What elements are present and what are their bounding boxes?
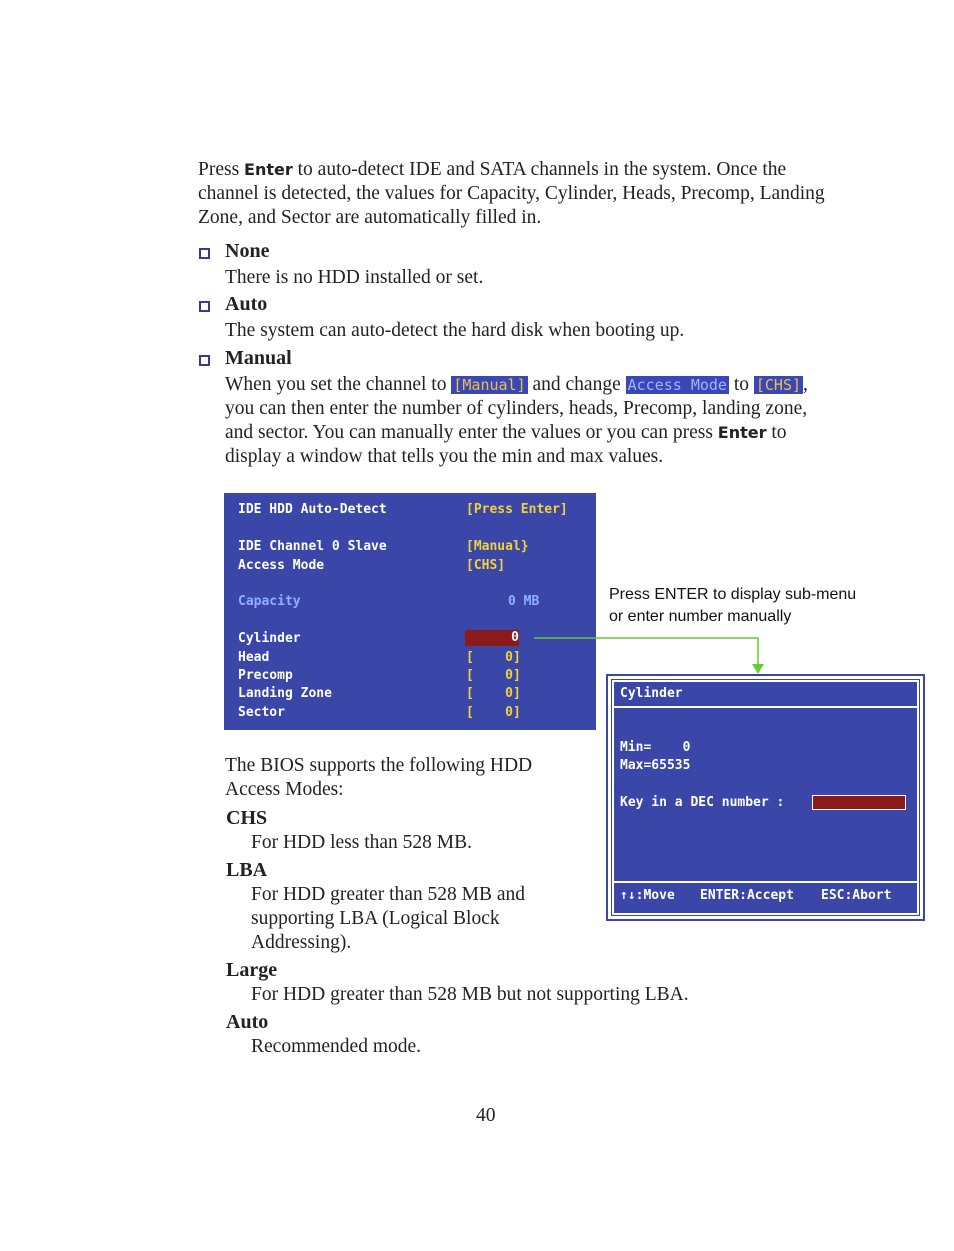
manual-line-3: and sector. You can manually enter the values or you can press Enter to	[225, 422, 787, 443]
popup-title-divider	[614, 706, 917, 708]
bios-press-enter[interactable]: [Press Enter]	[466, 502, 568, 517]
bios-sector-value[interactable]: [ 0]	[466, 705, 521, 720]
page-number: 40	[476, 1105, 496, 1126]
option-manual-title: Manual	[225, 347, 292, 369]
bios-capacity-value: 0 MB	[508, 594, 540, 609]
mode-large-title: Large	[226, 959, 278, 981]
popup-max: Max=65535	[620, 758, 691, 773]
checkbox-bullet-icon	[199, 246, 210, 264]
mode-lba-title: LBA	[226, 859, 268, 881]
popup-footer-accept: ENTER:Accept	[700, 888, 794, 903]
connector-arrow-icon	[530, 630, 770, 678]
mode-auto-desc: Recommended mode.	[251, 1036, 422, 1057]
callout-text: Press ENTER to display sub-menu or enter number manually	[609, 586, 857, 625]
bios-access-label: Access Mode	[238, 558, 325, 573]
popup-title: Cylinder	[620, 686, 683, 701]
bios-landing-zone-label: Landing Zone	[238, 686, 332, 701]
option-manual-desc	[225, 373, 875, 469]
bios-cylinder-field[interactable]: 0	[465, 630, 519, 646]
popup-footer-divider	[614, 881, 917, 883]
popup-footer-abort: ESC:Abort	[821, 888, 892, 903]
option-auto-desc: The system can auto-detect the hard disk when booting up.	[225, 320, 685, 341]
mode-chs-desc: For HDD less than 528 MB.	[251, 832, 473, 853]
option-none-title: None	[225, 240, 270, 262]
bios-capacity-label: Capacity	[238, 594, 301, 609]
cylinder-popup	[606, 674, 925, 921]
chip-access-mode: Access Mode	[627, 376, 727, 394]
bios-precomp-value[interactable]: [ 0]	[466, 668, 521, 683]
bios-head-label: Head	[238, 650, 270, 665]
popup-number-input[interactable]	[812, 795, 906, 810]
option-none-desc: There is no HDD installed or set.	[225, 267, 484, 288]
bios-sector-label: Sector	[238, 705, 285, 720]
option-auto-title: Auto	[225, 293, 268, 315]
mode-large-desc: For HDD greater than 528 MB but not supporting LBA.	[251, 984, 689, 1005]
mode-auto-title: Auto	[226, 1011, 269, 1033]
intro-line-1: Press Enter to auto-detect IDE and SATA channels in the system. Once the	[198, 159, 787, 180]
bios-title: IDE HDD Auto-Detect	[238, 502, 387, 517]
intro-line-2: channel is detected, the values for Capacity, Cylinder, Heads, Precomp, Landing	[198, 183, 825, 204]
intro-line-3: Zone, and Sector are automatically filled in.	[198, 207, 542, 228]
bios-landing-zone-value[interactable]: [ 0]	[466, 686, 521, 701]
bios-cylinder-label: Cylinder	[238, 631, 301, 646]
bios-channel-value[interactable]: [Manual}	[466, 539, 529, 554]
bios-head-value[interactable]: [ 0]	[466, 650, 521, 665]
cylinder-popup-panel	[612, 680, 919, 915]
checkbox-bullet-icon	[199, 353, 210, 371]
enter-key-label: Enter	[244, 160, 293, 179]
bios-ide-screen	[224, 493, 596, 730]
mode-chs-title: CHS	[226, 807, 268, 829]
popup-prompt: Key in a DEC number :	[620, 795, 785, 810]
chip-chs: [CHS]	[755, 376, 802, 394]
modes-intro: The BIOS supports the following HDD Access Modes:	[225, 755, 533, 800]
intro-paragraph	[198, 158, 878, 230]
popup-footer-move: ↑↓:Move	[620, 888, 675, 903]
checkbox-bullet-icon	[199, 299, 210, 317]
manual-line-4: display a window that tells you the min and max values.	[225, 446, 664, 467]
enter-key-label: Enter	[717, 423, 767, 442]
bios-access-value[interactable]: [CHS]	[466, 558, 506, 573]
mode-lba-desc: For HDD greater than 528 MB and supporting LBA (Logical Block Addressing).	[251, 884, 526, 953]
bios-precomp-label: Precomp	[238, 668, 293, 683]
popup-min: Min= 0	[620, 740, 691, 755]
bios-channel-label: IDE Channel 0 Slave	[238, 539, 387, 554]
manual-line-1: When you set the channel to [Manual] and change Access Mode to [CHS] ,	[225, 374, 808, 395]
chip-manual: [Manual]	[453, 376, 526, 394]
manual-line-2: you can then enter the number of cylinders, heads, Precomp, landing zone,	[225, 398, 808, 419]
